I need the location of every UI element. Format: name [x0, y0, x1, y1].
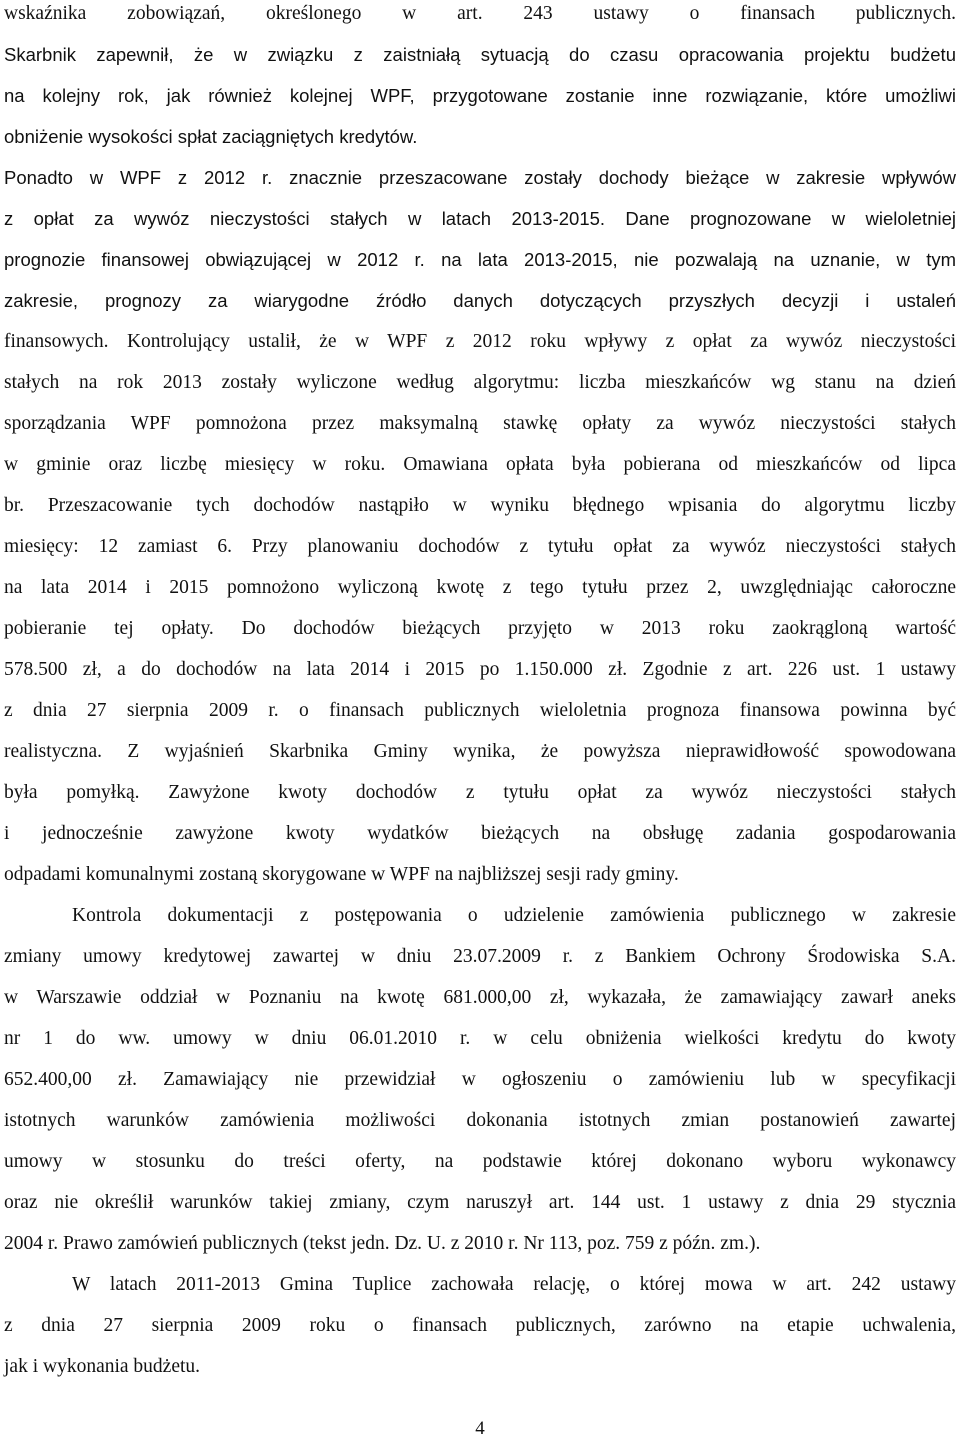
text-line: Kontrola dokumentacji z postępowania o udzielenie zamówienia publicznego w zakresie — [72, 905, 956, 926]
text-line: prognozie finansowej obwiązującej w 2012 r. na lata 2013-2015, nie pozwalają na uznanie, w tym — [4, 249, 956, 270]
text-line: nr 1 do ww. umowy w dniu 06.01.2010 r. w celu obniżenia wielkości kredytu do kwoty — [4, 1028, 956, 1049]
text-line: odpadami komunalnymi zostaną skorygowane w WPF na najbliższej sesji rady gminy. — [4, 864, 679, 885]
text-line: realistyczna. Z wyjaśnień Skarbnika Gminy wynika, że powyższa nieprawidłowość spowodowana — [4, 741, 956, 762]
text-line: w Warszawie oddział w Poznaniu na kwotę 681.000,00 zł, wykazała, że zamawiający zawarł aneks — [4, 987, 956, 1008]
text-line: na lata 2014 i 2015 pomnożono wyliczoną kwotę z tego tytułu przez 2, uwzględniając całoroczne — [4, 577, 956, 598]
text-line: w gminie oraz liczbę miesięcy w roku. Omawiana opłata była pobierana od mieszkańców od lipca — [4, 454, 956, 475]
text-line: istotnych warunków zamówienia możliwości dokonania istotnych zmian postanowień zawartej — [4, 1110, 956, 1131]
text-line: zakresie, prognozy za wiarygodne źródło danych dotyczących przyszłych decyzji i ustaleń — [4, 290, 956, 311]
page-number: 4 — [475, 1418, 485, 1439]
text-line: 2004 r. Prawo zamówień publicznych (tekst jedn. Dz. U. z 2010 r. Nr 113, poz. 759 z późn. zm.). — [4, 1233, 761, 1254]
text-line: wskaźnika zobowiązań, określonego w art. 243 ustawy o finansach publicznych. — [4, 3, 956, 24]
text-line: pobieranie tej opłaty. Do dochodów bieżących przyjęto w 2013 roku zaokrągloną wartość — [4, 618, 956, 639]
text-line: z dnia 27 sierpnia 2009 roku o finansach publicznych, zarówno na etapie uchwalenia, — [4, 1315, 956, 1336]
text-line: 652.400,00 zł. Zamawiający nie przewidział w ogłoszeniu o zamówieniu lub w specyfikacji — [4, 1069, 956, 1090]
text-line: W latach 2011-2013 Gmina Tuplice zachowała relację, o której mowa w art. 242 ustawy — [72, 1274, 956, 1295]
text-line: br. Przeszacowanie tych dochodów nastąpiło w wyniku błędnego wpisania do algorytmu liczby — [4, 495, 956, 516]
text-line: umowy w stosunku do treści oferty, na podstawie której dokonano wyboru wykonawcy — [4, 1151, 956, 1172]
text-line: jak i wykonania budżetu. — [4, 1356, 201, 1377]
text-line: sporządzania WPF pomnożona przez maksymalną stawkę opłaty za wywóz nieczystości stałych — [4, 413, 956, 434]
text-line: stałych na rok 2013 zostały wyliczone według algorytmu: liczba mieszkańców wg stanu na dzień — [4, 372, 956, 393]
text-line: 578.500 zł, a do dochodów na lata 2014 i 2015 po 1.150.000 zł. Zgodnie z art. 226 ust. 1 ustawy — [4, 659, 956, 680]
text-line: oraz nie określił warunków takiej zmiany, czym naruszył art. 144 ust. 1 ustawy z dnia 29 stycznia — [4, 1192, 956, 1213]
text-line: była pomyłką. Zawyżone kwoty dochodów z tytułu opłat za wywóz nieczystości stałych — [4, 782, 956, 803]
text-line: z opłat za wywóz nieczystości stałych w latach 2013-2015. Dane prognozowane w wieloletniej — [4, 208, 956, 229]
text-line: obniżenie wysokości spłat zaciągniętych kredytów. — [4, 126, 418, 147]
text-line: i jednocześnie zawyżone kwoty wydatków bieżących na obsługę zadania gospodarowania — [4, 823, 956, 844]
text-line: na kolejny rok, jak również kolejnej WPF, przygotowane zostanie inne rozwiązanie, które umożliwi — [4, 85, 956, 106]
text-line: Ponadto w WPF z 2012 r. znacznie przeszacowane zostały dochody bieżące w zakresie wpływów — [4, 167, 956, 188]
text-line: z dnia 27 sierpnia 2009 r. o finansach publicznych wieloletnia prognoza finansowa powinna być — [4, 700, 956, 721]
text-line: zmiany umowy kredytowej zawartej w dniu 23.07.2009 r. z Bankiem Ochrony Środowiska S.A. — [4, 946, 956, 967]
text-line: finansowych. Kontrolujący ustalił, że w WPF z 2012 roku wpływy z opłat za wywóz nieczystości — [4, 331, 956, 352]
text-line: Skarbnik zapewnił, że w związku z zaistniałą sytuacją do czasu opracowania projektu budżetu — [4, 44, 956, 65]
text-line: miesięcy: 12 zamiast 6. Przy planowaniu dochodów z tytułu opłat za wywóz nieczystości stałych — [4, 536, 956, 557]
